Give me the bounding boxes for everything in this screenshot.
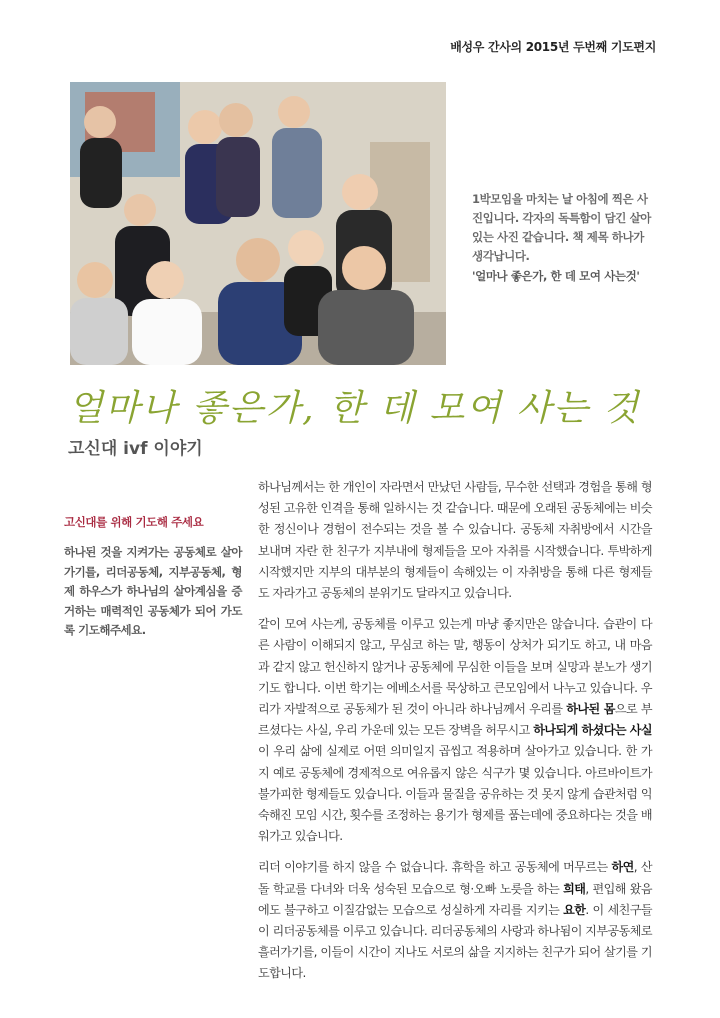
group-photo xyxy=(70,82,446,365)
name-heetae: 희태 xyxy=(563,881,586,896)
subtitle: 고신대 ivf 이야기 xyxy=(68,439,203,459)
caption-quote: '얼마나 좋은가, 한 데 모여 사는것' xyxy=(472,269,640,283)
caption-text: 1박모임을 마치는 날 아침에 찍은 사진입니다. 각자의 독특함이 담긴 살아있는 사진 같습니다. 책 제목 하나가 생각납니다. xyxy=(472,192,652,263)
headline: 얼마나 좋은가, 한 데 모여 사는 것 xyxy=(68,388,641,429)
paragraph-3 xyxy=(258,857,652,984)
paragraph-2-text-c: 으로 부르셨다는 사실, 우리 가운데 있는 모든 장벽을 허무시고 xyxy=(258,702,652,738)
paragraph-3-text-e: . 이 세친구들이 리더공동체를 이루고 있습니다. 리더공동체의 사랑과 하나됨이 지부공동체로 흘러가기를, 이들이 시간이 지나도 서로의 삶을 지지하는 친구가 되어 살기를 기도합니다. xyxy=(258,902,653,981)
paragraph-1: 하나님께서는 한 개인이 자라면서 만났던 사람들, 무수한 선택과 경험을 통해 형성된 고유한 인격을 통해 일하시는 것 같습니다. 때문에 오래된 공동체에는 비슷한 정신이나 경험이 전수되는 것을 볼 수 있습니다. 공동체 자취방에서 시간을 보내며 자란 한 친구가 지부내에 형제들을 모아 자취를 시작했습니다. 투박하게 시작했지만 지부의 대부분의 형제들이 속해있는 이 자취방을 통해 다른 형제들도 자라가고 공동체의 분위기도 달라지고 있습니다. xyxy=(258,480,652,601)
paragraph-2-text-d: 이 우리 삶에 실제로 어떤 의미일지 곱씹고 적용하며 살아가고 있습니다. 한 가지 예로 공동체에 경제적으로 여유롭지 않은 식구가 몇 있습니다. 아르바이트가 불가피한 형제들도 있습니다. 이들과 물질을 공유하는 것 못지 않게 습관처럼 익숙해진 모임 시간, 횟수를 조정하는 용기가 형제를 품는데에 중요하다는 것을 배워가고 있습니다. xyxy=(258,744,652,844)
name-yohan: 요한 xyxy=(563,902,586,917)
name-hayeon: 하연 xyxy=(611,860,634,875)
emphasis-made-one: 하나되게 하셨다는 사실 xyxy=(533,723,652,738)
letter-header: 배성우 간사의 2015년 두번째 기도편지 xyxy=(450,40,656,54)
paragraph-3-text-c: , 산돌 학교를 다녀와 더욱 성숙된 모습으로 형·오빠 노릇을 하는 xyxy=(258,860,652,896)
prayer-request-body: 하나된 것을 지켜가는 공동체로 살아가기를, 리더공동체, 지부공동체, 형제 하우스가 하나님의 살아계심을 증거하는 매력적인 공동체가 되어 가도록 기도해주세요. xyxy=(64,545,242,637)
paragraph-3-text-a: 리더 이야기를 하지 않을 수 없습니다. 휴학을 하고 공동체에 머무르는 xyxy=(258,860,612,875)
emphasis-one-body: 하나된 몸 xyxy=(566,702,615,717)
paragraph-3-text-d: , 편입해 왔음에도 불구하고 이질감없는 모습으로 성실하게 자리를 지키는 xyxy=(258,881,653,917)
paragraph-2-text-a: 같이 모여 사는게, 공동체를 이루고 있는게 마냥 좋지만은 않습니다. 습관이 다른 사람이 이해되지 않고, 무심코 하는 말, 행동이 상처가 되기도 하고, 내 마음과 같지 않고 헌신하지 않거나 공동체에 무심한 이들을 보며 실망과 분노가 생기기도 합니다. 이번 학기는 에베소서를 묵상하고 큰모임에서 나누고 있습니다. 우리가 자발적으로 공동체가 된 것이 아니라 하나님께서 우리를 xyxy=(258,617,652,717)
letter-body xyxy=(258,477,652,995)
prayer-request-title: 고신대를 위해 기도해 주세요 xyxy=(64,515,204,529)
paragraph-2 xyxy=(258,614,652,847)
photo-caption xyxy=(472,190,652,286)
